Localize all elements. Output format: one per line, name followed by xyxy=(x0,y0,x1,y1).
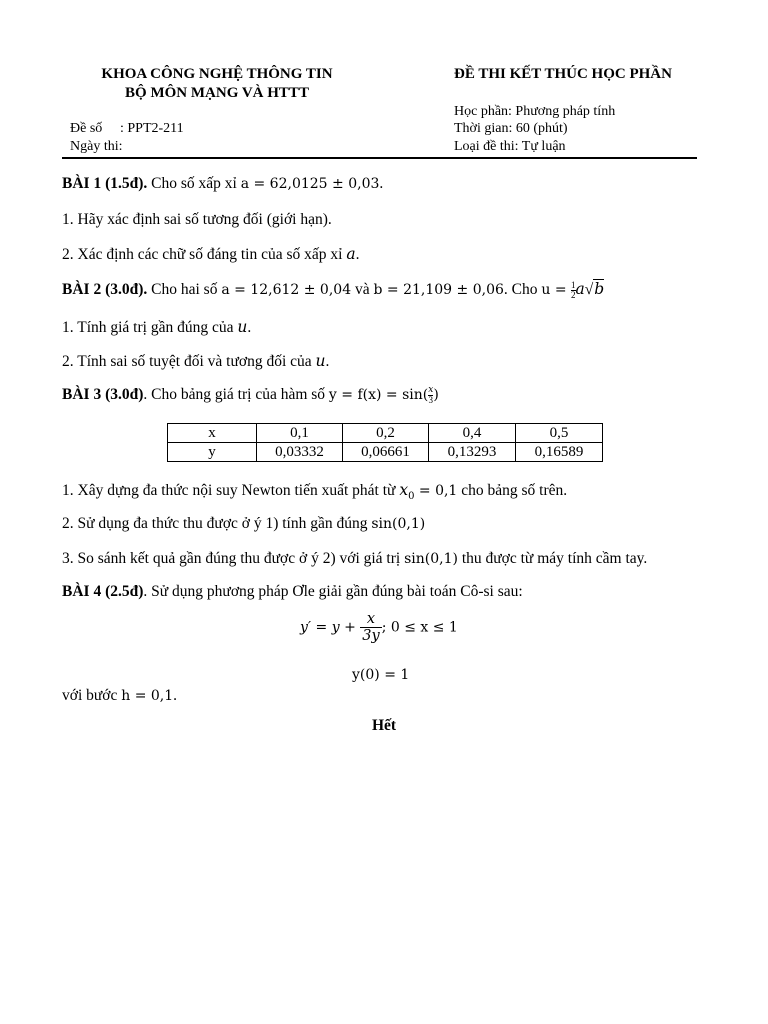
problem-4-equation: y′ = y + $\frac{x}{3y}$ ; 0 ≤ x ≤ 1 xyxy=(300,611,458,644)
problem-2-heading: BÀI 2 (3.0đ). xyxy=(62,281,148,298)
problem-1-question-1: 1. Hãy xác định sai số tương đối (giới hạn). xyxy=(62,211,332,228)
problem-2-fraction: $\frac{1}{2}$ xyxy=(571,279,576,300)
table-cell: 0,1 xyxy=(257,424,343,443)
problem-1-heading: BÀI 1 (1.5đ). xyxy=(62,175,148,192)
course-name: Học phần: Phương pháp tính xyxy=(454,104,616,119)
table-row xyxy=(168,443,603,462)
exam-date: Ngày thi: xyxy=(70,139,123,154)
problem-3-fraction: $\frac{x}{3}$ xyxy=(428,385,434,405)
problem-3-question-1: 1. Xây dựng đa thức nội suy Newton tiến xuất phát từ $x_0 = 0,1$ cho bảng số trên. xyxy=(62,481,568,503)
problem-3-question-2: 2. Sử dụng đa thức thu được ở ý 1) tính gần đúng sin(0,1) xyxy=(62,515,426,532)
problem-2-question-1: 1. Tính giá trị gần đúng của u. xyxy=(62,318,252,336)
problem-3-statement: BÀI 3 (3.0đ). Cho bảng giá trị của hàm số y = f(x) = sin( $\frac{x}{3}$ ) xyxy=(62,385,439,405)
problem-1-statement: BÀI 1 (1.5đ). Cho số xấp xỉ a = 62,0125 ± 0,03. xyxy=(62,175,384,192)
exam-title: ĐỀ THI KẾT THÚC HỌC PHẦN xyxy=(454,66,672,82)
problem-2-a-formula: a = 12,612 ± 0,04 xyxy=(221,282,352,298)
problem-1-question-2: 2. Xác định các chữ số đáng tin của số xấp xỉ a. xyxy=(62,245,360,263)
problem-1-formula: a = 62,0125 ± 0,03 xyxy=(240,176,380,192)
table-cell: 0,4 xyxy=(429,424,516,443)
problem-2-question-2: 2. Tính sai số tuyệt đối và tương đối của u. xyxy=(62,352,330,370)
table-cell: 0,13293 xyxy=(429,443,516,462)
problem-2-statement: BÀI 2 (3.0đ). Cho hai số a = 12,612 ± 0,04 và b = 21,109 ± 0,06. Cho u = $\frac{1}{2}$ a√b xyxy=(62,279,605,300)
table-header-y: y xyxy=(168,443,257,462)
table-cell: 0,16589 xyxy=(516,443,603,462)
table-cell: 0,03332 xyxy=(257,443,343,462)
header-divider xyxy=(62,157,697,159)
problem-4-heading: BÀI 4 (2.5đ) xyxy=(62,583,144,600)
problem-2-b-formula: b = 21,109 ± 0,06 xyxy=(373,282,504,298)
exam-code-label: Đề số xyxy=(70,121,103,136)
problem-4-initial-condition: y(0) = 1 xyxy=(352,667,410,683)
table-header-x: x xyxy=(168,424,257,443)
table-cell: 0,2 xyxy=(343,424,429,443)
department-name: BỘ MÔN MẠNG VÀ HTTT xyxy=(125,85,309,101)
table-cell: 0,5 xyxy=(516,424,603,443)
problem-2-sqrt-b: b xyxy=(594,280,605,298)
problem-4-statement: BÀI 4 (2.5đ). Sử dụng phương pháp Ơle giải gần đúng bài toán Cô-si sau: xyxy=(62,583,523,600)
exam-duration: Thời gian: 60 (phút) xyxy=(454,121,568,136)
end-marker: Hết xyxy=(371,717,397,734)
problem-3-question-3: 3. So sánh kết quả gần đúng thu được ở ý 2) với giá trị sin(0,1) thu được từ máy tính cầm tay. xyxy=(62,550,648,567)
values-table xyxy=(167,423,603,462)
problem-3-function: y = f(x) = sin( xyxy=(328,387,429,404)
faculty-name: KHOA CÔNG NGHỆ THÔNG TIN xyxy=(101,66,333,82)
exam-code: : PPT2-211 xyxy=(120,121,184,136)
table-cell: 0,06661 xyxy=(343,443,429,462)
problem-4-step: với bước h = 0,1. xyxy=(62,687,178,704)
problem-3-heading: BÀI 3 (3.0đ) xyxy=(62,386,144,404)
exam-type: Loại đề thi: Tự luận xyxy=(454,139,566,154)
problem-4-fraction: $\frac{x}{3y}$ xyxy=(362,611,380,644)
table-row xyxy=(168,424,603,443)
